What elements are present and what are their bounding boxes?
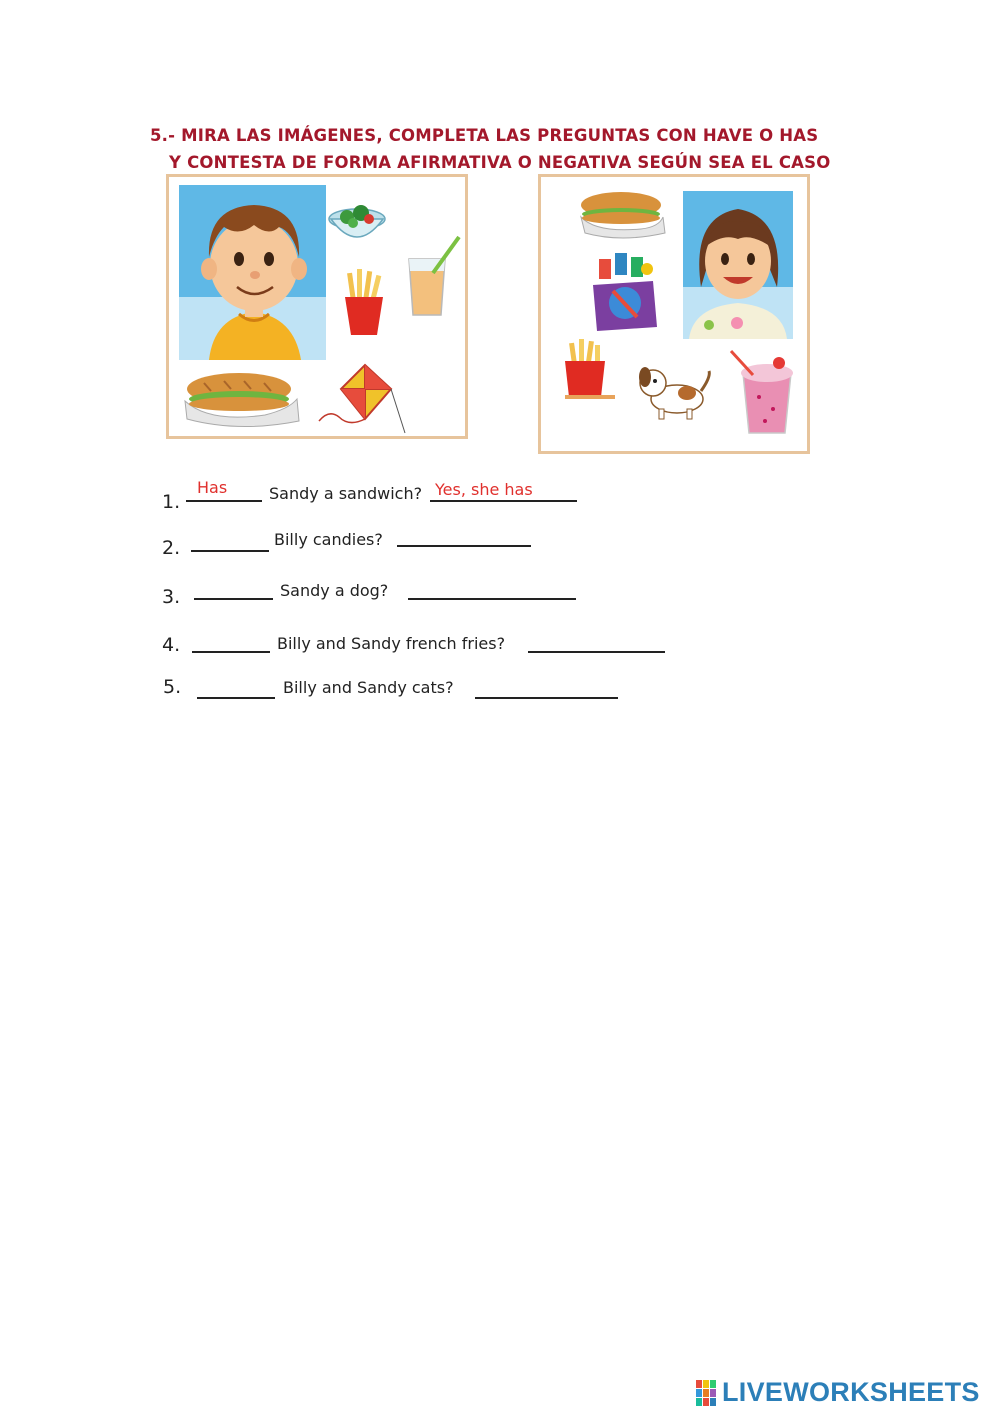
title-line-1: 5.- MIRA LAS IMÁGENES, COMPLETA LAS PREGUNTAS CON HAVE O HAS <box>150 126 819 145</box>
sandwich-icon <box>581 192 665 238</box>
reply-blank-3[interactable] <box>408 598 576 600</box>
verb-blank-3[interactable] <box>194 598 273 600</box>
verb-blank-1[interactable] <box>186 500 262 502</box>
juice-glass-icon <box>409 237 459 315</box>
question-number: 4. <box>162 634 181 656</box>
billy-picture-panel <box>166 174 468 439</box>
liveworksheets-logo <box>696 1377 980 1408</box>
exercise-title <box>150 122 870 176</box>
logo-text: LIVEWORKSHEETS <box>722 1377 980 1407</box>
title-line-2: Y CONTESTA DE FORMA AFIRMATIVA O NEGATIVA SEGÚN SEA EL CASO <box>169 153 831 172</box>
question-text-3: Sandy a dog? <box>280 581 389 600</box>
question-number: 5. <box>163 676 182 698</box>
french-fries-icon <box>345 269 383 335</box>
question-text-1: Sandy a sandwich? <box>269 484 423 503</box>
sandy-picture-panel <box>538 174 810 454</box>
reply-blank-2[interactable] <box>397 545 531 547</box>
salad-icon <box>329 205 385 237</box>
verb-blank-4[interactable] <box>192 651 270 653</box>
question-number: 3. <box>162 586 181 608</box>
verb-blank-5[interactable] <box>197 697 275 699</box>
question-text-5: Billy and Sandy cats? <box>283 678 454 697</box>
sandwich-icon <box>185 373 299 427</box>
verb-blank-2[interactable] <box>191 550 269 552</box>
reply-blank-1[interactable] <box>430 500 577 502</box>
french-fries-icon <box>565 339 615 399</box>
kite-icon <box>305 365 425 435</box>
milkshake-icon <box>731 351 793 433</box>
candies-icon <box>593 253 657 331</box>
question-text-4: Billy and Sandy french fries? <box>277 634 506 653</box>
question-text-2: Billy candies? <box>274 530 383 549</box>
question-number: 2. <box>162 537 181 559</box>
question-number: 1. <box>162 491 181 513</box>
liveworksheets-logo-icon <box>696 1380 718 1406</box>
reply-blank-5[interactable] <box>475 697 618 699</box>
reply-blank-4[interactable] <box>528 651 665 653</box>
billy-face-icon <box>210 219 298 311</box>
dog-icon <box>639 367 709 419</box>
answer-verb-1[interactable]: Has <box>197 478 228 497</box>
answer-reply-1[interactable]: Yes, she has <box>435 480 533 499</box>
